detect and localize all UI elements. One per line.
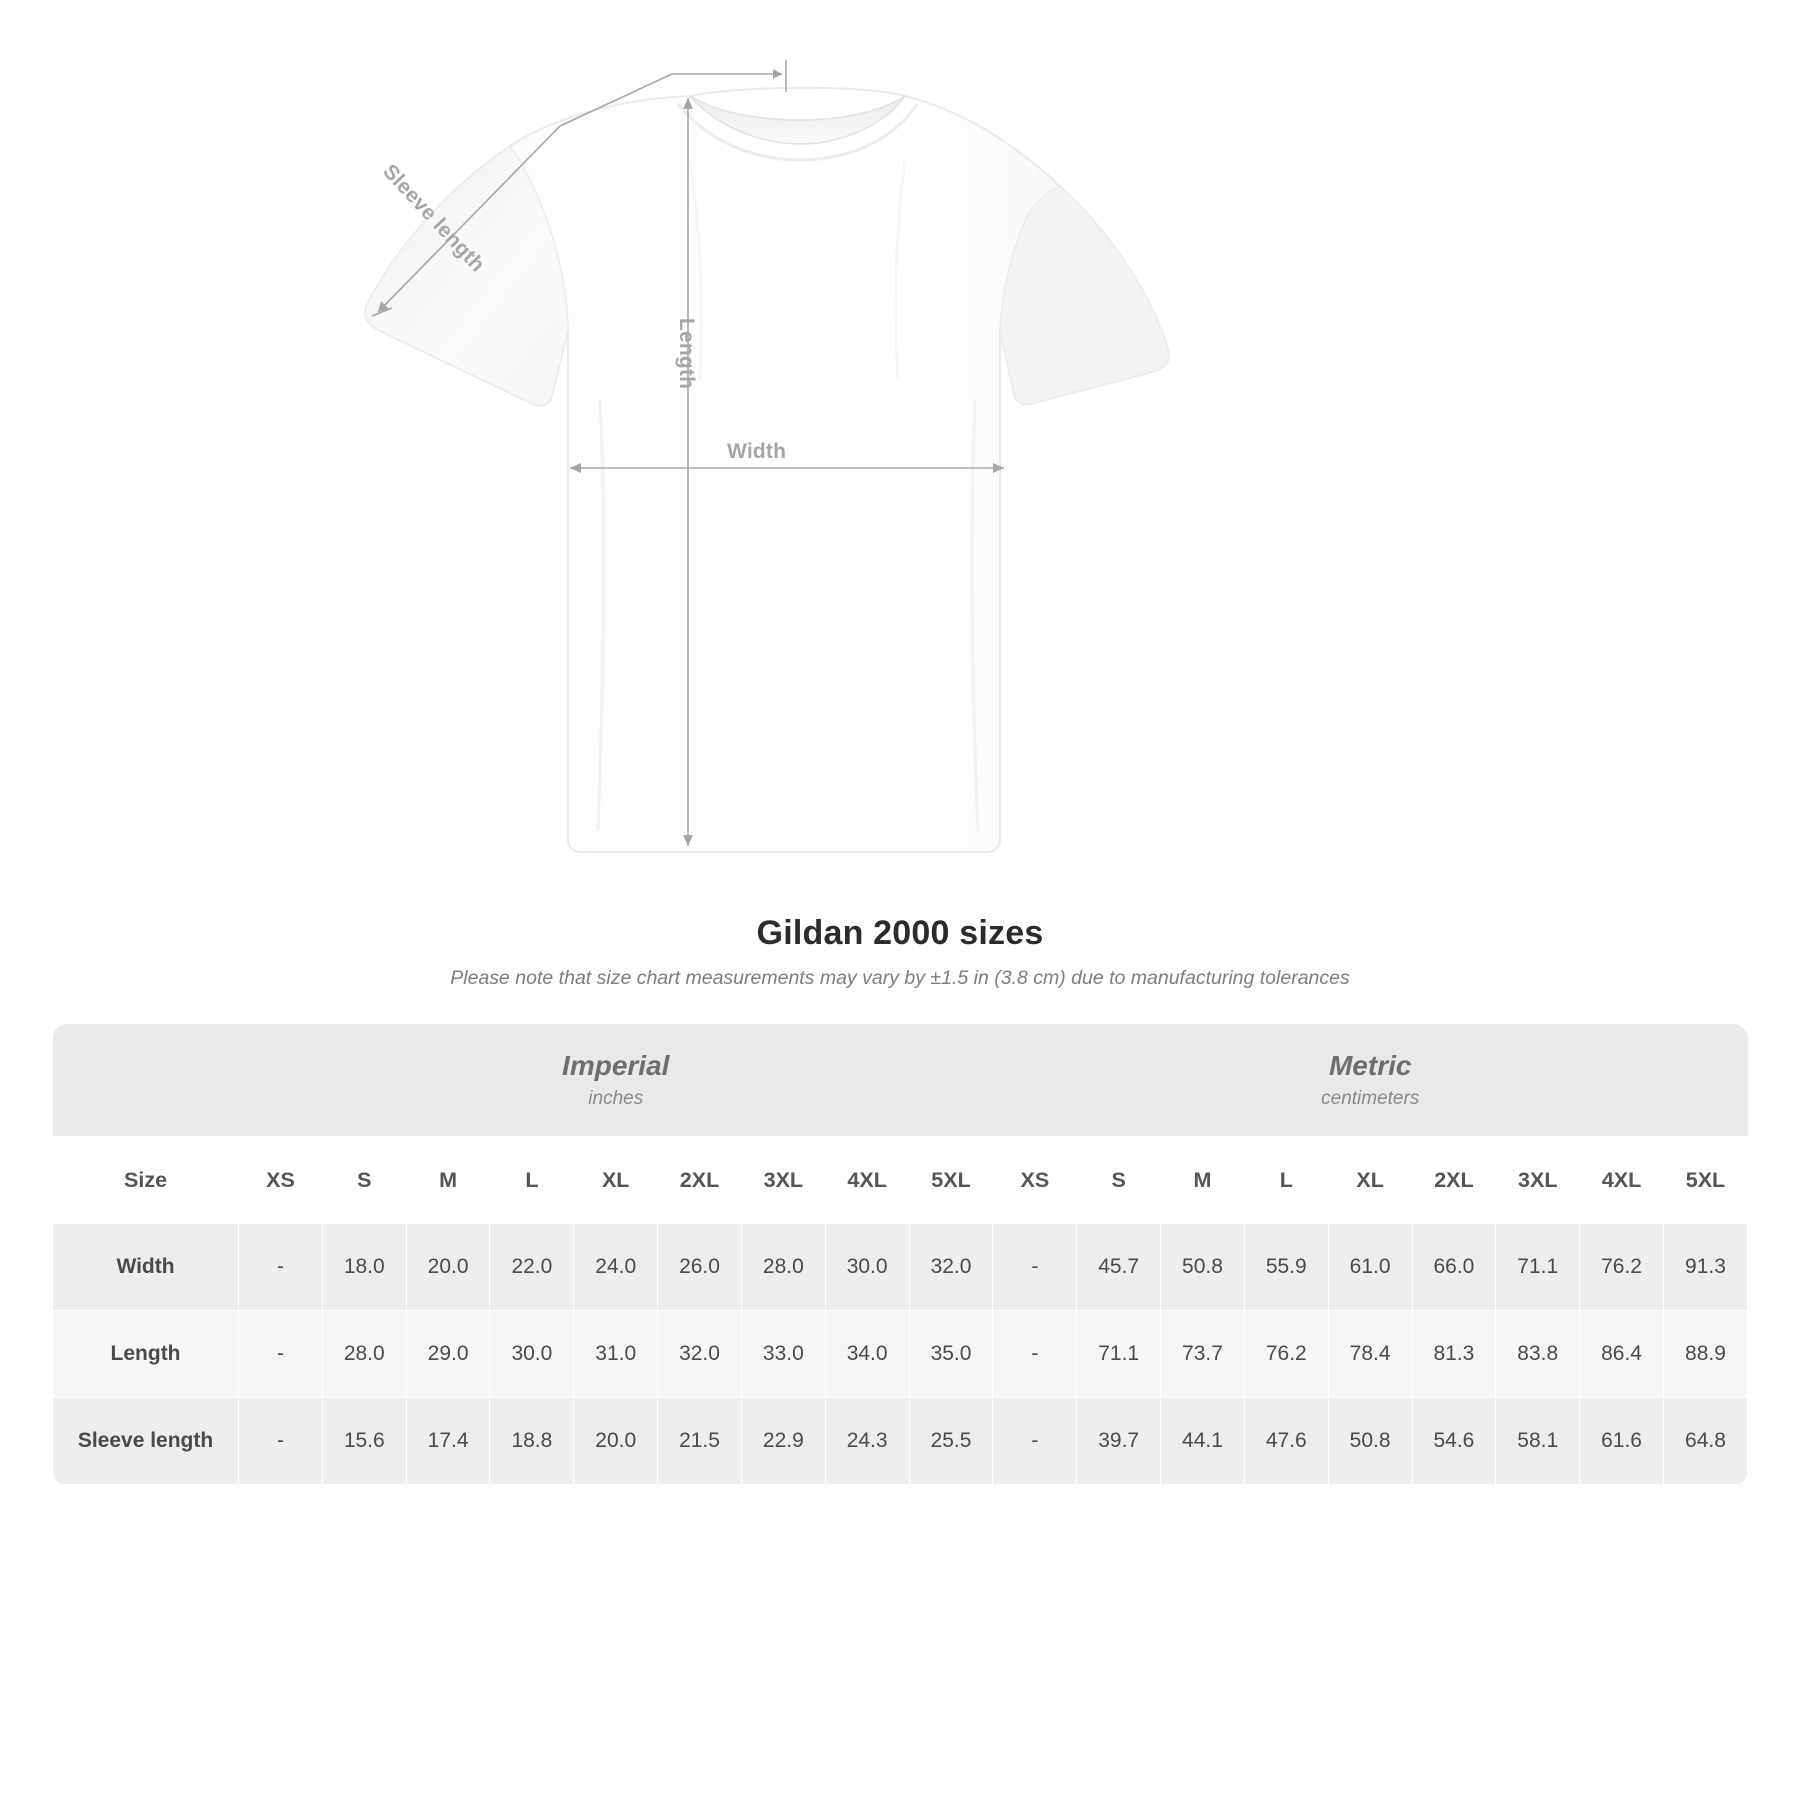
cell-width-metric-m: 50.8: [1161, 1224, 1245, 1311]
cell-sleeve-metric-5xl: 64.8: [1663, 1398, 1747, 1485]
cell-length-metric-xs: -: [993, 1311, 1077, 1398]
cell-width-metric-5xl: 91.3: [1663, 1224, 1747, 1311]
cell-sleeve-imperial-5xl: 25.5: [909, 1398, 993, 1485]
size-header-imperial-2xl: 2XL: [658, 1137, 742, 1224]
size-header-imperial-m: M: [406, 1137, 490, 1224]
cell-sleeve-metric-xl: 50.8: [1328, 1398, 1412, 1485]
chart-heading: [0, 914, 1800, 990]
cell-length-imperial-5xl: 35.0: [909, 1311, 993, 1398]
size-header-row: [53, 1137, 1748, 1224]
cell-length-metric-2xl: 81.3: [1412, 1311, 1496, 1398]
size-header-imperial-xl: XL: [574, 1137, 658, 1224]
unit-group-imperial-sub: inches: [588, 1088, 644, 1109]
cell-width-imperial-5xl: 32.0: [909, 1224, 993, 1311]
row-label-length: Length: [53, 1311, 239, 1398]
size-header-metric-s: S: [1077, 1137, 1161, 1224]
size-header-imperial-4xl: 4XL: [825, 1137, 909, 1224]
size-header-metric-3xl: 3XL: [1496, 1137, 1580, 1224]
size-header-metric-4xl: 4XL: [1580, 1137, 1664, 1224]
cell-length-metric-s: 71.1: [1077, 1311, 1161, 1398]
size-header-imperial-3xl: 3XL: [741, 1137, 825, 1224]
cell-sleeve-imperial-l: 18.8: [490, 1398, 574, 1485]
cell-width-imperial-l: 22.0: [490, 1224, 574, 1311]
cell-width-metric-l: 55.9: [1244, 1224, 1328, 1311]
cell-sleeve-imperial-m: 17.4: [406, 1398, 490, 1485]
table-row: [53, 1398, 1748, 1485]
sleeve-length-label: Sleeve length: [378, 160, 490, 277]
cell-width-metric-xs: -: [993, 1224, 1077, 1311]
cell-length-metric-m: 73.7: [1161, 1311, 1245, 1398]
cell-length-metric-4xl: 86.4: [1580, 1311, 1664, 1398]
cell-length-imperial-4xl: 34.0: [825, 1311, 909, 1398]
size-header-imperial-xs: XS: [239, 1137, 323, 1224]
cell-length-imperial-2xl: 32.0: [658, 1311, 742, 1398]
cell-width-imperial-xs: -: [239, 1224, 323, 1311]
unit-banner-spacer: [53, 1024, 239, 1137]
cell-width-imperial-3xl: 28.0: [741, 1224, 825, 1311]
page-title: Gildan 2000 sizes: [756, 914, 1044, 952]
cell-width-imperial-s: 18.0: [322, 1224, 406, 1311]
table-row: [53, 1224, 1748, 1311]
unit-group-metric-sub: centimeters: [1321, 1088, 1420, 1109]
cell-length-imperial-m: 29.0: [406, 1311, 490, 1398]
cell-length-metric-l: 76.2: [1244, 1311, 1328, 1398]
unit-group-imperial-name: Imperial: [562, 1050, 670, 1081]
cell-width-metric-3xl: 71.1: [1496, 1224, 1580, 1311]
table-row: [53, 1311, 1748, 1398]
length-label: Length: [675, 318, 698, 390]
cell-sleeve-metric-3xl: 58.1: [1496, 1398, 1580, 1485]
size-header-metric-2xl: 2XL: [1412, 1137, 1496, 1224]
size-header-imperial-l: L: [490, 1137, 574, 1224]
row-label-sleeve-length: Sleeve length: [53, 1398, 239, 1485]
unit-group-metric: [993, 1024, 1748, 1137]
size-chart-table: [52, 1024, 1748, 1485]
tolerance-note: Please note that size chart measurements may vary by ±1.5 in (3.8 cm) due to manufacturing tolerances: [450, 967, 1350, 989]
cell-length-imperial-xs: -: [239, 1311, 323, 1398]
cell-width-metric-2xl: 66.0: [1412, 1224, 1496, 1311]
size-header-imperial-5xl: 5XL: [909, 1137, 993, 1224]
unit-group-metric-name: Metric: [1328, 1050, 1412, 1081]
cell-sleeve-metric-2xl: 54.6: [1412, 1398, 1496, 1485]
cell-length-metric-3xl: 83.8: [1496, 1311, 1580, 1398]
size-header-metric-xl: XL: [1328, 1137, 1412, 1224]
size-header-imperial-s: S: [322, 1137, 406, 1224]
cell-sleeve-imperial-3xl: 22.9: [741, 1398, 825, 1485]
cell-sleeve-metric-4xl: 61.6: [1580, 1398, 1664, 1485]
cell-sleeve-imperial-xs: -: [239, 1398, 323, 1485]
cell-width-metric-xl: 61.0: [1328, 1224, 1412, 1311]
cell-sleeve-imperial-xl: 20.0: [574, 1398, 658, 1485]
cell-width-metric-4xl: 76.2: [1580, 1224, 1664, 1311]
cell-sleeve-imperial-s: 15.6: [322, 1398, 406, 1485]
cell-sleeve-imperial-2xl: 21.5: [658, 1398, 742, 1485]
unit-banner-row: [53, 1024, 1748, 1137]
width-label: Width: [727, 440, 787, 463]
cell-length-imperial-xl: 31.0: [574, 1311, 658, 1398]
cell-sleeve-metric-s: 39.7: [1077, 1398, 1161, 1485]
size-header-metric-5xl: 5XL: [1663, 1137, 1747, 1224]
cell-width-metric-s: 45.7: [1077, 1224, 1161, 1311]
cell-length-metric-xl: 78.4: [1328, 1311, 1412, 1398]
size-header-metric-l: L: [1244, 1137, 1328, 1224]
cell-length-metric-5xl: 88.9: [1663, 1311, 1747, 1398]
cell-sleeve-metric-m: 44.1: [1161, 1398, 1245, 1485]
cell-sleeve-metric-l: 47.6: [1244, 1398, 1328, 1485]
size-header-metric-xs: XS: [993, 1137, 1077, 1224]
cell-width-imperial-4xl: 30.0: [825, 1224, 909, 1311]
cell-width-imperial-xl: 24.0: [574, 1224, 658, 1311]
size-header-metric-m: M: [1161, 1137, 1245, 1224]
cell-sleeve-imperial-4xl: 24.3: [825, 1398, 909, 1485]
cell-width-imperial-m: 20.0: [406, 1224, 490, 1311]
unit-group-imperial: [239, 1024, 993, 1137]
row-label-width: Width: [53, 1224, 239, 1311]
corner-header: Size: [53, 1137, 239, 1224]
cell-length-imperial-s: 28.0: [322, 1311, 406, 1398]
cell-width-imperial-2xl: 26.0: [658, 1224, 742, 1311]
cell-length-imperial-l: 30.0: [490, 1311, 574, 1398]
cell-length-imperial-3xl: 33.0: [741, 1311, 825, 1398]
cell-sleeve-metric-xs: -: [993, 1398, 1077, 1485]
